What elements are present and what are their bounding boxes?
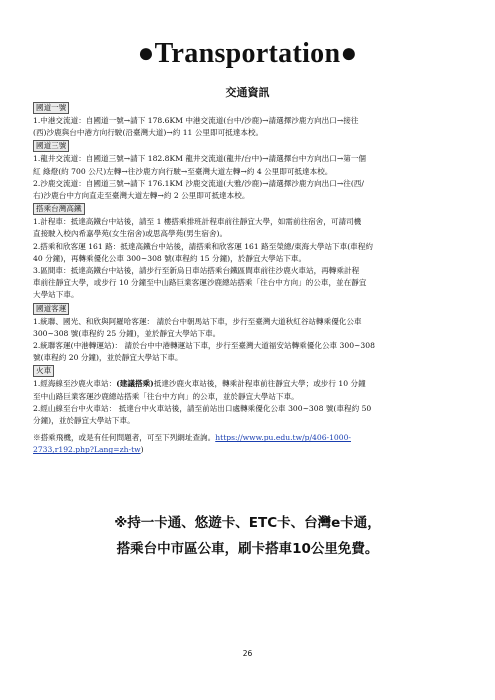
- text-line: 1.計程車：抵達高鐵台中站後，請至 1 樓搭乘排班計程車前往靜宜大學，如需前往宿舍，可請司機: [33, 217, 362, 227]
- info-link-continued[interactable]: 2733,r192.php?Lang=zh-tw: [33, 445, 141, 455]
- note-text: ※搭乘飛機，或是有任何問題者，可至下列網址查詢。: [33, 433, 216, 443]
- text-line: 2.經山線至台中火車站： 抵達台中火車站後，請至前站出口處轉乘優化公車 300~308 號(車程約 50: [33, 403, 372, 413]
- text-line: 2.搭乘和欣客運 161 路：抵達高鐵台中站後，請搭乘和欣客運 161 路至榮總/東海大學站下車(車程約: [33, 241, 373, 251]
- page-title: ●Transportation●: [137, 38, 358, 69]
- section-heading: 搭乘台灣高鐵: [33, 203, 85, 215]
- page-number: 26: [242, 649, 253, 658]
- section-heading: 國道一號: [33, 102, 69, 114]
- text-line: 至中山路巨業客運沙鹿總站搭乘「往台中方向」的公車，並於靜宜大學站下車。: [33, 391, 299, 401]
- text-line: 1.統聯、國光、和欣與阿羅哈客運： 請於台中朝馬站下車，步行至臺灣大道秋紅谷站轉乘優化公車: [33, 316, 362, 326]
- text-line: 40 分鐘)，再轉乘優化公車 300~308 號(車程約 15 分鐘)，於靜宜大學站下車。: [33, 253, 307, 263]
- section-train: [33, 364, 465, 427]
- text-line: 車前往靜宜大學，或步行 10 分鐘至中山路巨業客運沙鹿總站搭乘「往台中方向」的公車，並在靜宜: [33, 278, 367, 288]
- section-heading: 國道客運: [33, 303, 69, 315]
- text-line: 右)沙鹿台中方向直走至臺灣大道左轉→約 2 公里即可抵達本校。: [33, 191, 250, 201]
- text-line: 1.經海線至沙鹿火車站：(建議搭乘)抵達沙鹿火車站後，轉乘計程車前往靜宜大學；或步行 10 分鐘: [33, 379, 366, 389]
- text-line: (西)沙鹿與台中港方向行駛(沿臺灣大道)→約 11 公里即可抵達本校。: [33, 128, 264, 138]
- section-hsr: [33, 202, 465, 301]
- text-line: 號(車程約 20 分鐘)，並於靜宜大學站下車。: [33, 353, 183, 363]
- bus-card-promo: [0, 510, 495, 562]
- page-subtitle: 交通資訊: [225, 86, 270, 99]
- text-line: 直接駛入校內希嘉學苑(女生宿舍)或思高學苑(男生宿舍)。: [33, 229, 228, 239]
- text-line: 分鐘)，並於靜宜大學站下車。: [33, 416, 135, 426]
- note-tail: ): [140, 445, 144, 455]
- section-heading: 火車: [33, 365, 54, 377]
- airplane-note: [33, 432, 465, 456]
- section-intercity-bus: [33, 302, 465, 365]
- text-line: 大學站下車。: [33, 290, 79, 300]
- text-line: 300~308 號(車程約 25 分鐘)，並於靜宜大學站下車。: [33, 328, 221, 338]
- section-freeway-1: [33, 101, 465, 139]
- text-line: 2.統聯客運(中港轉運站)： 請於台中中港轉運站下車，步行至臺灣大道福安站轉乘優化公車 300~308: [33, 341, 375, 351]
- section-heading: 國道三號: [33, 140, 69, 152]
- promo-line-2: 搭乘台中市區公車，刷卡搭車10公里免費。: [116, 541, 379, 557]
- promo-line-1: ※持一卡通、悠遊卡、ETC卡、台灣e卡通，: [114, 515, 381, 531]
- info-link[interactable]: https://www.pu.edu.tw/p/406-1000-: [215, 433, 351, 443]
- text-line: 1.中港交流道：自國道一號→請下 178.6KM 中港交流道(台中/沙鹿)→請選擇沙鹿方向出口→接往: [33, 116, 359, 125]
- transport-content: [33, 101, 465, 457]
- text-line: 3.區間車：抵達高鐵台中站後，請步行至新烏日車站搭乘台鐵區間車前往沙鹿火車站，再轉乘計程: [33, 266, 360, 276]
- text-line: 2.沙鹿交流道：自國道三號→請下 176.1KM 沙鹿交流道(大雅/沙鹿)→請選擇沙鹿方向出口→往(西/: [33, 178, 364, 188]
- recommended-label: (建議搭乘): [116, 379, 154, 389]
- text-line: 紅 綠燈(約 700 公尺)左轉→往沙鹿方向行駛→至臺灣大道左轉→約 4 公里即可抵達本校。: [33, 166, 333, 176]
- text-line: 1.龍井交流道：自國道三號→請下 182.8KM 龍井交流道(龍井/台中)→請選擇台中方向出口→第一個: [33, 154, 367, 164]
- section-freeway-3: [33, 139, 465, 202]
